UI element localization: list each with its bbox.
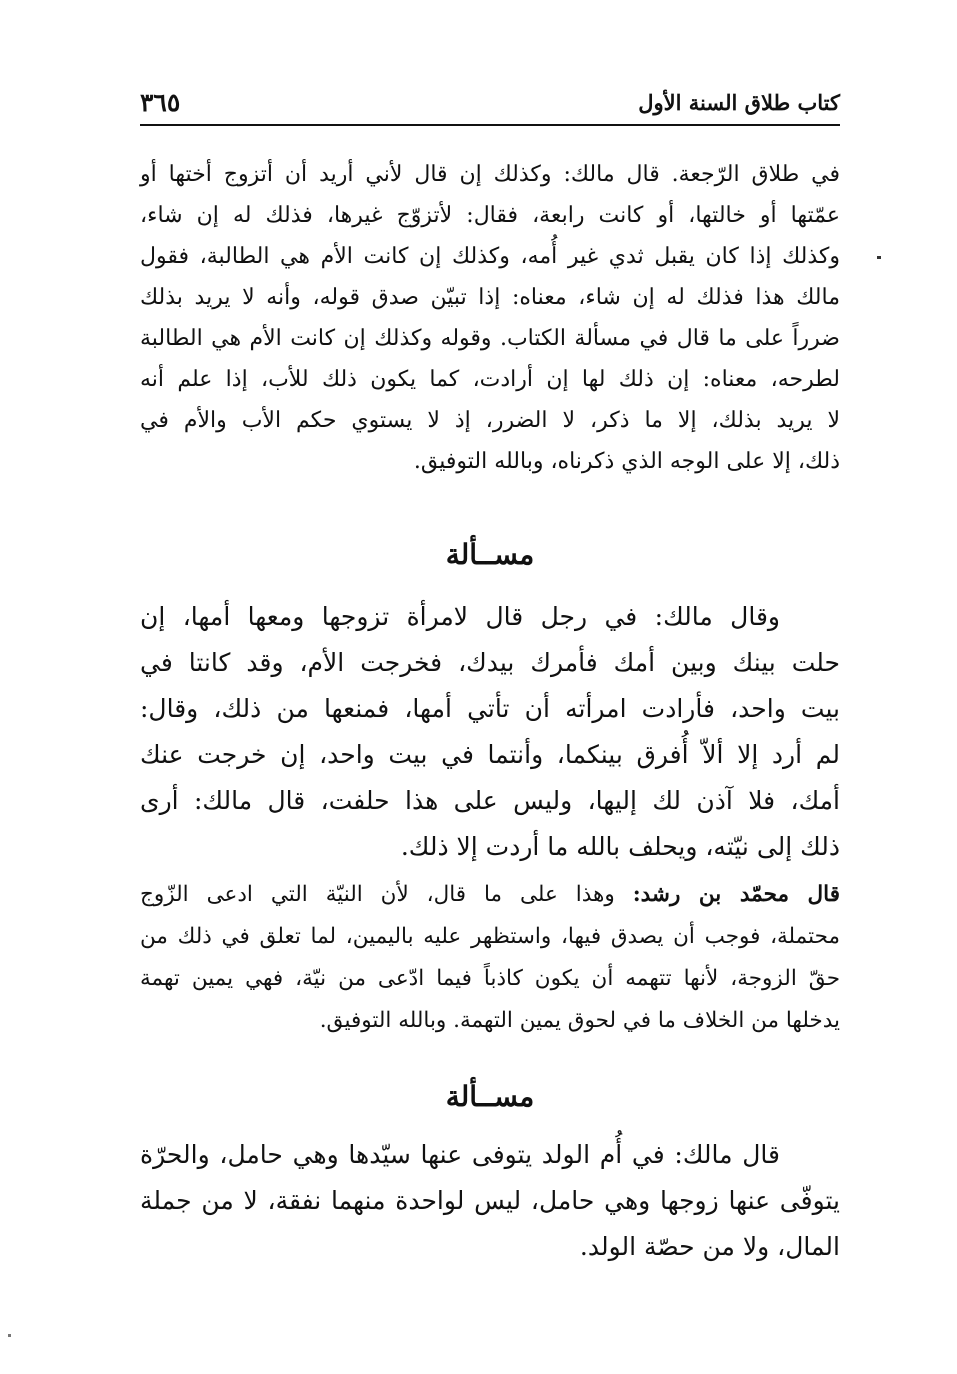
section-heading: مســألة [445, 1080, 535, 1113]
text-line: لا يريد بذلك، إلا ما ذكر، لا الضرر، إذ لا يستوي حكم الأب والأم في [140, 408, 840, 433]
running-head [140, 88, 840, 124]
text-line: يتوفّى عنها زوجها وهي حامل، ليس لواحدة منهما نفقة، لا من جملة [140, 1186, 840, 1215]
text-line: ضرراً على ما قال في مسألة الكتاب. وقوله وكذلك إن كانت الأم هي الطالبة [140, 326, 840, 351]
text-line: قال مالك: في أُم الولد يتوفى عنها سيّدها وهي حامل، والحرّة [140, 1140, 780, 1169]
text-line: لم أرد إلا ألاّ أُفرق بينكما، وأنتما في بيت واحد، إن خرجت عنك [140, 740, 840, 769]
margin-mark [8, 1334, 11, 1337]
text-line: حقّ الزوجة، لأنها تتهمه أن يكون كاذباً فيما ادّعى من نيّة، فهي يمين تهمة [140, 966, 840, 991]
text-line: بيت واحد، فأرادت امرأته أن تأتي أمها، فمنعها من ذلك، وقال: [140, 694, 840, 723]
text-line: محتملة، فوجب أن يصدق فيها، واستظهر عليه باليمين، لما تعلق في ذلك من [140, 924, 840, 949]
text-line: ذلك، إلا على الوجه الذي ذكرناه، وبالله التوفيق. [413, 449, 840, 474]
commentator-name: قال محمّد بن رشد: [632, 882, 840, 907]
page-number: ٣٦٥ [140, 88, 181, 117]
text-line: يدخلها من الخلاف ما في لحوق يمين التهمة. وبالله التوفيق. [319, 1008, 840, 1033]
text-line: المال، ولا من حصّة الولد. [579, 1232, 840, 1261]
text-line: عمّتها أو خالتها، أو كانت رابعة، فقال: لأتزوّج غيرها، فذلك له إن شاء، [140, 203, 840, 228]
text-line: أمك، فلا آذن لك إليها، وليس على هذا حلفت، قال مالك: أرى [140, 786, 840, 815]
text-line: حلت بينك وبين أمك فأمرك بيدك، فخرجت الأم، وقد كانتا في [140, 648, 840, 677]
text-line: لطرحه، معناه: إن ذلك لها إن أرادت، كما يكون ذلك للأب، إذا علم أنه [140, 367, 840, 392]
text-line: وكذلك إذا كان يقبل ثدي غير أُمه، وكذلك إن كانت الأم هي الطالبة، فقول [140, 244, 840, 269]
margin-mark [877, 256, 881, 259]
text-line: في طلاق الرّجعة. قال مالك: وكذلك إن قال لأني أريد أن أتزوج أختها أو [140, 162, 840, 187]
section-heading: مســألة [445, 538, 535, 571]
header-rule [140, 124, 840, 126]
text-run: وهذا على ما قال، لأن النيّة التي ادعى الزّوج [140, 882, 615, 907]
book-title: كتاب طلاق السنة الأول [638, 90, 840, 115]
text-line: ذلك إلى نيّته، ويحلف بالله ما أردت إلا ذلك. [400, 832, 840, 861]
text-line [140, 882, 840, 907]
text-line: وقال مالك: في رجل قال لامرأة تزوجها ومعها أمها، إن [140, 602, 780, 631]
text-line: مالك هذا فذلك له إن شاء، معناه: إذا تبيّن صدق قوله، وأنه لا يريد بذلك [140, 285, 840, 310]
